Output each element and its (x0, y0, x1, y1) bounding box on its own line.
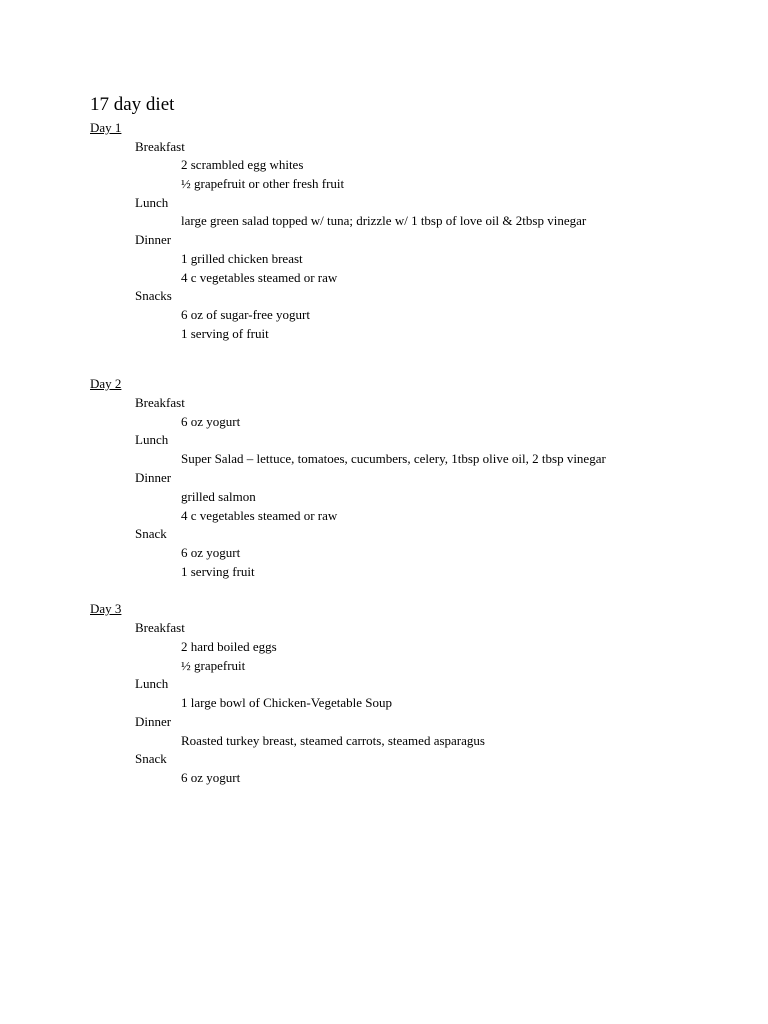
food-item: grilled salmon (181, 489, 256, 504)
food-item: large green salad topped w/ tuna; drizzle w/ 1 tbsp of love oil & 2tbsp vinegar (181, 213, 587, 228)
food-item: 6 oz yogurt (181, 545, 241, 560)
meal-label-lunch: Lunch (135, 676, 169, 691)
food-item: 6 oz yogurt (181, 414, 241, 429)
food-item: Roasted turkey breast, steamed carrots, steamed asparagus (181, 733, 485, 748)
food-item: 1 serving of fruit (181, 326, 269, 341)
meal-label-dinner: Dinner (135, 470, 172, 485)
food-item: 2 scrambled egg whites (181, 157, 304, 172)
food-item: ½ grapefruit (181, 658, 246, 673)
food-item: 6 oz of sugar-free yogurt (181, 307, 310, 322)
food-item: ½ grapefruit or other fresh fruit (181, 176, 345, 191)
day-heading: Day 2 (90, 376, 122, 391)
food-item: 1 large bowl of Chicken-Vegetable Soup (181, 695, 392, 710)
food-item: 4 c vegetables steamed or raw (181, 270, 338, 285)
day-heading: Day 1 (90, 120, 122, 135)
meal-label-snack: Snack (135, 526, 167, 541)
meal-label-breakfast: Breakfast (135, 620, 185, 635)
day-heading: Day 3 (90, 601, 122, 616)
page-title: 17 day diet (90, 94, 175, 115)
food-item: 1 serving fruit (181, 564, 255, 579)
meal-label-snacks: Snacks (135, 288, 172, 303)
meal-label-lunch: Lunch (135, 432, 169, 447)
meal-label-dinner: Dinner (135, 714, 172, 729)
meal-label-breakfast: Breakfast (135, 395, 185, 410)
meal-label-dinner: Dinner (135, 232, 172, 247)
meal-label-snack: Snack (135, 751, 167, 766)
meal-label-breakfast: Breakfast (135, 139, 185, 154)
food-item: 4 c vegetables steamed or raw (181, 508, 338, 523)
food-item: 6 oz yogurt (181, 770, 241, 785)
meal-label-lunch: Lunch (135, 195, 169, 210)
food-item: 2 hard boiled eggs (181, 639, 277, 654)
food-item: Super Salad – lettuce, tomatoes, cucumbers, celery, 1tbsp olive oil, 2 tbsp vinegar (181, 451, 606, 466)
food-item: 1 grilled chicken breast (181, 251, 303, 266)
